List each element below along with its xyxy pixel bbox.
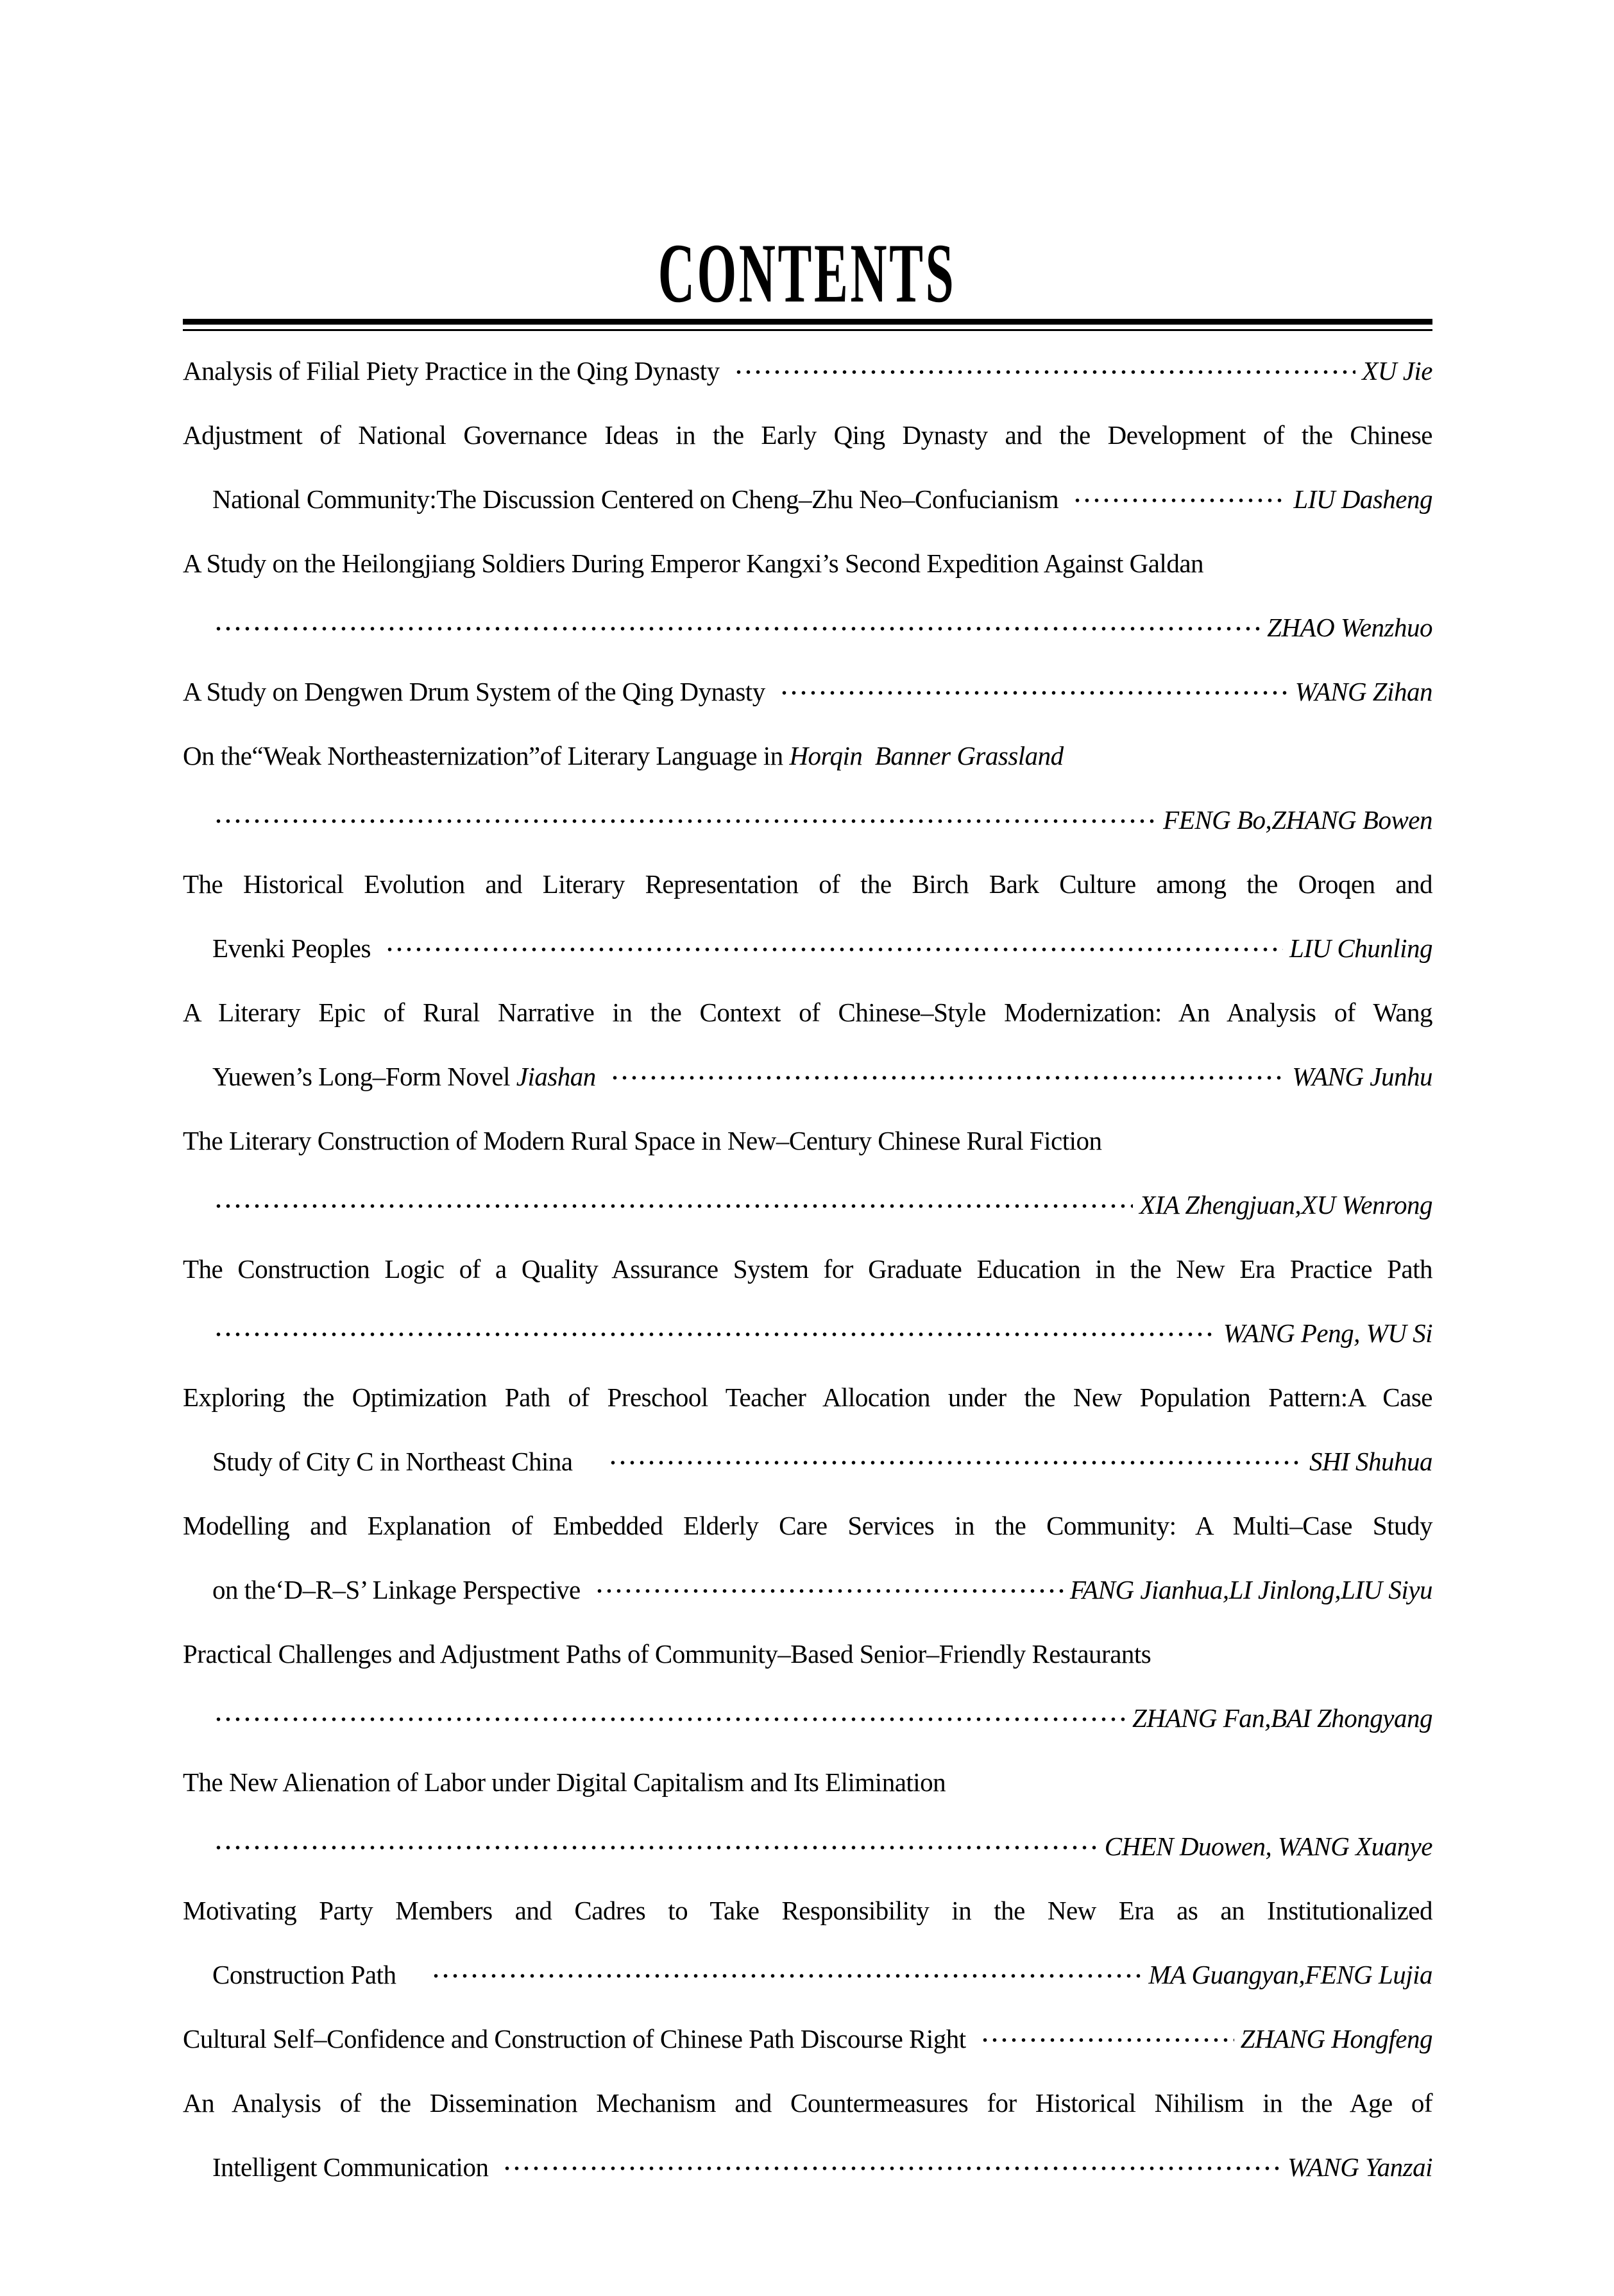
toc-entry-line [183, 1109, 1432, 1173]
dot-leader [502, 2161, 1281, 2176]
dot-leader [1073, 493, 1287, 508]
toc-entry-line [183, 1814, 1432, 1878]
toc-entry-title: Evenki Peoples [212, 933, 371, 963]
toc-entry-title: Cultural Self–Confidence and Construction of Chinese Path Discourse Right [183, 2024, 966, 2054]
dot-leader [595, 1583, 1064, 1599]
toc-entry-line [183, 467, 1432, 531]
toc [183, 0, 1432, 2199]
dot-leader [431, 1968, 1142, 1984]
toc-entry-authors: LIU Chunling [1289, 933, 1432, 963]
toc-entry-title: National Community:The Discussion Centered on Cheng–Zhu Neo–Confucianism [212, 484, 1059, 514]
toc-entry-title: The Historical Evolution and Literary Representation of the Birch Bark Culture among the Oroqen and [183, 869, 1432, 899]
toc-entry-authors: ZHANG Fan,BAI Zhongyang [1132, 1703, 1432, 1733]
toc-entry-title: A Study on Dengwen Drum System of the Qing Dynasty [183, 677, 765, 706]
dot-leader [214, 813, 1157, 829]
toc-entry-authors: WANG Junhu [1292, 1062, 1432, 1091]
toc-entry-line [183, 1301, 1432, 1365]
toc-entry-title: A Study on the Heilongjiang Soldiers During Emperor Kangxi’s Second Expedition Against Galdan [183, 548, 1204, 578]
toc-entry-authors: WANG Peng, WU Si [1223, 1318, 1432, 1348]
toc-entry-title: The New Alienation of Labor under Digital Capitalism and Its Elimination [183, 1767, 946, 1797]
dot-leader [385, 942, 1283, 957]
toc-entry-authors: WANG Zihan [1295, 677, 1432, 706]
dot-leader [779, 685, 1289, 701]
dot-leader [610, 1070, 1286, 1085]
dot-leader [214, 621, 1261, 636]
toc-entry-title: Yuewen’s Long–Form Novel [212, 1062, 516, 1091]
toc-entry-line [183, 1686, 1432, 1750]
toc-entry-title: on the‘D–R–S’ Linkage Perspective [212, 1575, 581, 1604]
toc-entry-line [183, 1173, 1432, 1237]
toc-entry-title: Modelling and Explanation of Embedded Elderly Care Services in the Community: A Multi–Case Study [183, 1511, 1432, 1540]
toc-entry-line [183, 2007, 1432, 2071]
toc-entry-authors: MA Guangyan,FENG Lujia [1148, 1960, 1432, 1989]
toc-entry-title: The Literary Construction of Modern Rural Space in New–Century Chinese Rural Fiction [183, 1126, 1102, 1155]
toc-entry-authors: FANG Jianhua,LI Jinlong,LIU Siyu [1069, 1575, 1432, 1604]
toc-entry-title: The Construction Logic of a Quality Assurance System for Graduate Education in the New Era Practice Path [183, 1254, 1432, 1284]
toc-entry-line [183, 2135, 1432, 2199]
toc-entry-authors: XU Jie [1362, 356, 1432, 386]
toc-entry-title: Motivating Party Members and Cadres to Take Responsibility in the New Era as an Institutionalized [183, 1896, 1432, 1925]
toc-entry-authors: ZHANG Hongfeng [1240, 2024, 1432, 2054]
toc-entry-title: Adjustment of National Governance Ideas in the Early Qing Dynasty and the Development of the Chinese [183, 420, 1432, 450]
toc-entry-line [183, 595, 1432, 659]
toc-entry-title-italic: Horqin Banner Grassland [789, 741, 1064, 770]
toc-entry-title: On the“Weak Northeasternization”of Literary Language in [183, 741, 790, 770]
page-title: CONTENTS [658, 226, 956, 320]
toc-entry-authors: CHEN Duowen, WANG Xuanye [1104, 1832, 1432, 1861]
toc-entry-line [183, 1622, 1432, 1686]
toc-entry-line [183, 724, 1432, 788]
dot-leader [214, 1198, 1133, 1214]
toc-entry-authors: WANG Yanzai [1287, 2152, 1432, 2182]
toc-entry-title: Exploring the Optimization Path of Preschool Teacher Allocation under the New Population Pattern:A Case [183, 1382, 1432, 1412]
toc-entry-title: Construction Path [212, 1960, 396, 1989]
toc-entry-line [183, 788, 1432, 852]
toc-entry-authors: ZHAO Wenzhuo [1267, 613, 1432, 642]
toc-entry-authors: FENG Bo,ZHANG Bowen [1163, 805, 1432, 835]
toc-entry-line [183, 339, 1432, 403]
dot-leader [608, 1455, 1303, 1470]
toc-entry-title: Intelligent Communication [212, 2152, 489, 2182]
toc-entry-line [183, 659, 1432, 724]
toc-entry-line [183, 916, 1432, 980]
toc-entry-title: An Analysis of the Dissemination Mechanism and Countermeasures for Historical Nihilism in the Age of [183, 2088, 1432, 2118]
toc-entry-line [183, 1044, 1432, 1109]
dot-leader [214, 1327, 1217, 1342]
dot-leader [980, 2032, 1234, 2048]
toc-entry-line [183, 1429, 1432, 1493]
toc-entry-title: Study of City C in Northeast China [212, 1447, 573, 1476]
toc-entry-authors: LIU Dasheng [1293, 484, 1432, 514]
dot-leader [214, 1712, 1126, 1727]
toc-entry-line [183, 1943, 1432, 2007]
toc-entry-line [183, 1750, 1432, 1814]
toc-entry-authors: XIA Zhengjuan,XU Wenrong [1139, 1190, 1432, 1220]
toc-entry-title-italic: Jiashan [516, 1062, 596, 1091]
dot-leader [214, 1840, 1098, 1855]
dot-leader [734, 364, 1356, 380]
toc-entry-line [183, 1558, 1432, 1622]
toc-entry-authors: SHI Shuhua [1309, 1447, 1432, 1476]
toc-entry-title: Analysis of Filial Piety Practice in the Qing Dynasty [183, 356, 720, 386]
toc-entry-title: A Literary Epic of Rural Narrative in the Context of Chinese–Style Modernization: An Analysis of Wang [183, 998, 1432, 1027]
toc-entry-title: Practical Challenges and Adjustment Paths of Community–Based Senior–Friendly Restaurants [183, 1639, 1151, 1669]
toc-entry-line [183, 531, 1432, 595]
